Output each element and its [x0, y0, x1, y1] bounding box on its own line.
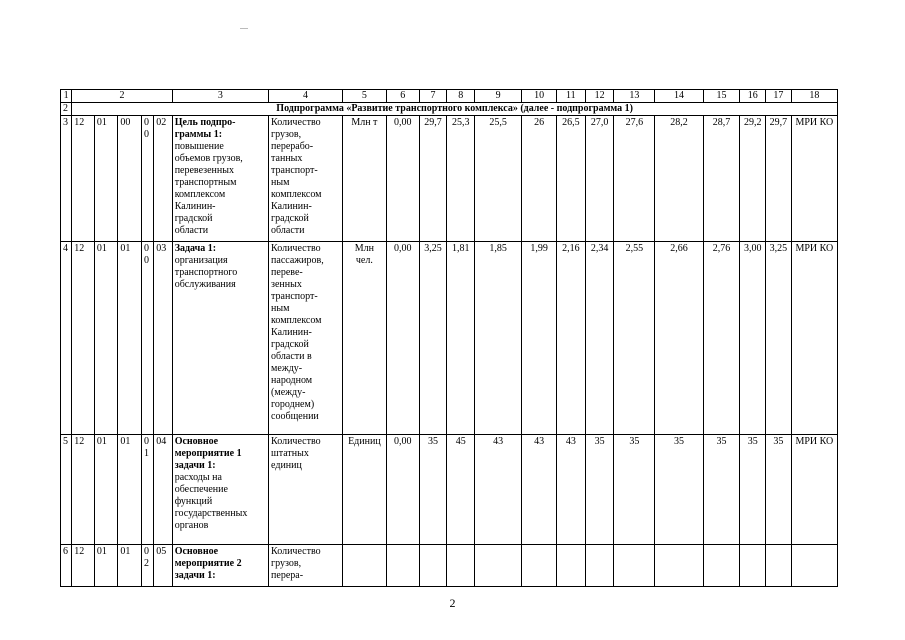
value-cell: 0,00: [386, 435, 419, 545]
value-cell: 25,3: [447, 116, 475, 242]
measure-name-text: повышение объемов грузов, перевезенных транспортным комплексом Калинин- градской области: [174, 141, 243, 236]
measure-name-text: организация транспортного обслуживания: [174, 255, 238, 290]
col-header: 3: [172, 90, 268, 103]
col-header: 9: [475, 90, 522, 103]
col-header: 11: [557, 90, 586, 103]
col-header: 16: [740, 90, 766, 103]
code-cell: 00: [118, 116, 142, 242]
value-cell: [703, 545, 740, 587]
measure-name-bold: Основное мероприятие 1 задачи 1:: [174, 436, 242, 471]
indicator-cell: Количество пассажиров, переве- зенных транспорт- ным комплексом Калинин- градской области в между- народном (между- городнем) сообщении: [269, 242, 343, 435]
value-cell: 2,16: [557, 242, 586, 435]
indicator-cell: Количество грузов, перерабо- танных транспорт- ным комплексом Калинин- градской области: [269, 116, 343, 242]
value-cell: 2,76: [703, 242, 740, 435]
responsible-cell: МРИ КО: [791, 435, 837, 545]
value-cell: 1,99: [522, 242, 557, 435]
code-cell: 01: [94, 435, 118, 545]
measure-name-bold: Основное мероприятие 2 задачи 1:: [174, 546, 242, 581]
responsible-cell: [791, 545, 837, 587]
row-number: 3: [61, 116, 72, 242]
value-cell: 3,25: [766, 242, 792, 435]
column-number-row: [61, 90, 838, 103]
code-cell: 12: [72, 242, 95, 435]
subprogram-title: Подпрограмма «Развитие транспортного комплекса» (далее - подпрограмма 1): [72, 103, 838, 116]
col-header: 17: [766, 90, 792, 103]
page-number: 2: [449, 596, 456, 610]
value-cell: 43: [557, 435, 586, 545]
value-cell: 35: [419, 435, 447, 545]
value-cell: [655, 545, 703, 587]
value-cell: 25,5: [475, 116, 522, 242]
value-cell: 29,7: [766, 116, 792, 242]
value-cell: 2,34: [585, 242, 614, 435]
col-header: 8: [447, 90, 475, 103]
value-cell: 3,00: [740, 242, 766, 435]
measure-name-text: расходы на обеспечение функций государственных органов: [174, 472, 248, 531]
code-cell: 01: [118, 435, 142, 545]
measure-name-cell: [172, 116, 268, 242]
value-cell: 1,85: [475, 242, 522, 435]
value-cell: 35: [766, 435, 792, 545]
value-cell: 35: [585, 435, 614, 545]
value-cell: [614, 545, 655, 587]
value-cell: 0,00: [386, 116, 419, 242]
col-header: 4: [269, 90, 343, 103]
col-header: 2: [72, 90, 172, 103]
code-cell: 03: [154, 242, 172, 435]
code-cell: 02: [154, 116, 172, 242]
table-row: [61, 242, 838, 435]
code-cell: 00: [141, 242, 153, 435]
code-cell: 01: [94, 242, 118, 435]
responsible-cell: МРИ КО: [791, 242, 837, 435]
code-cell: 01: [141, 435, 153, 545]
code-cell: 00: [141, 116, 153, 242]
col-header: 12: [585, 90, 614, 103]
col-header: 7: [419, 90, 447, 103]
row-number: 6: [61, 545, 72, 587]
value-cell: [585, 545, 614, 587]
indicators-table: [60, 89, 838, 587]
value-cell: 35: [740, 435, 766, 545]
value-cell: 2,55: [614, 242, 655, 435]
value-cell: 35: [614, 435, 655, 545]
row-number: 4: [61, 242, 72, 435]
code-cell: 02: [141, 545, 153, 587]
col-header: 15: [703, 90, 740, 103]
col-header: 5: [342, 90, 386, 103]
value-cell: 35: [655, 435, 703, 545]
col-header: 10: [522, 90, 557, 103]
measure-name-bold: Цель подпро- граммы 1:: [174, 117, 236, 140]
value-cell: 2,66: [655, 242, 703, 435]
col-header: 6: [386, 90, 419, 103]
unit-cell: Единиц: [342, 435, 386, 545]
code-cell: 01: [94, 545, 118, 587]
value-cell: 1,81: [447, 242, 475, 435]
value-cell: 26,5: [557, 116, 586, 242]
value-cell: [522, 545, 557, 587]
indicator-cell: Количество грузов, перера-: [269, 545, 343, 587]
measure-name-cell: [172, 435, 268, 545]
code-cell: 12: [72, 545, 95, 587]
value-cell: [475, 545, 522, 587]
value-cell: 0,00: [386, 242, 419, 435]
responsible-cell: МРИ КО: [791, 116, 837, 242]
value-cell: 29,2: [740, 116, 766, 242]
unit-cell: Млн чел.: [342, 242, 386, 435]
value-cell: 28,7: [703, 116, 740, 242]
code-cell: 01: [94, 116, 118, 242]
code-cell: 04: [154, 435, 172, 545]
value-cell: 29,7: [419, 116, 447, 242]
code-cell: 12: [72, 435, 95, 545]
value-cell: 3,25: [419, 242, 447, 435]
scan-mark: [240, 28, 248, 29]
measure-name-cell: [172, 242, 268, 435]
unit-cell: Млн т: [342, 116, 386, 242]
value-cell: 27,0: [585, 116, 614, 242]
table-row: [61, 545, 838, 587]
value-cell: [557, 545, 586, 587]
value-cell: 28,2: [655, 116, 703, 242]
code-cell: 05: [154, 545, 172, 587]
value-cell: [740, 545, 766, 587]
code-cell: 12: [72, 116, 95, 242]
value-cell: [447, 545, 475, 587]
col-header: 13: [614, 90, 655, 103]
col-header: 18: [791, 90, 837, 103]
row-number: 2: [61, 103, 72, 116]
unit-cell: [342, 545, 386, 587]
value-cell: [766, 545, 792, 587]
code-cell: 01: [118, 242, 142, 435]
measure-name-cell: [172, 545, 268, 587]
code-cell: 01: [118, 545, 142, 587]
indicator-cell: Количество штатных единиц: [269, 435, 343, 545]
col-header: 1: [61, 90, 72, 103]
value-cell: [386, 545, 419, 587]
subprogram-row: [61, 103, 838, 116]
value-cell: 43: [475, 435, 522, 545]
value-cell: 26: [522, 116, 557, 242]
table-row: [61, 116, 838, 242]
measure-name-bold: Задача 1:: [174, 243, 217, 254]
table-row: [61, 435, 838, 545]
col-header: 14: [655, 90, 703, 103]
value-cell: 35: [703, 435, 740, 545]
value-cell: [419, 545, 447, 587]
value-cell: 45: [447, 435, 475, 545]
value-cell: 43: [522, 435, 557, 545]
value-cell: 27,6: [614, 116, 655, 242]
row-number: 5: [61, 435, 72, 545]
program-table-sheet: [60, 89, 838, 587]
